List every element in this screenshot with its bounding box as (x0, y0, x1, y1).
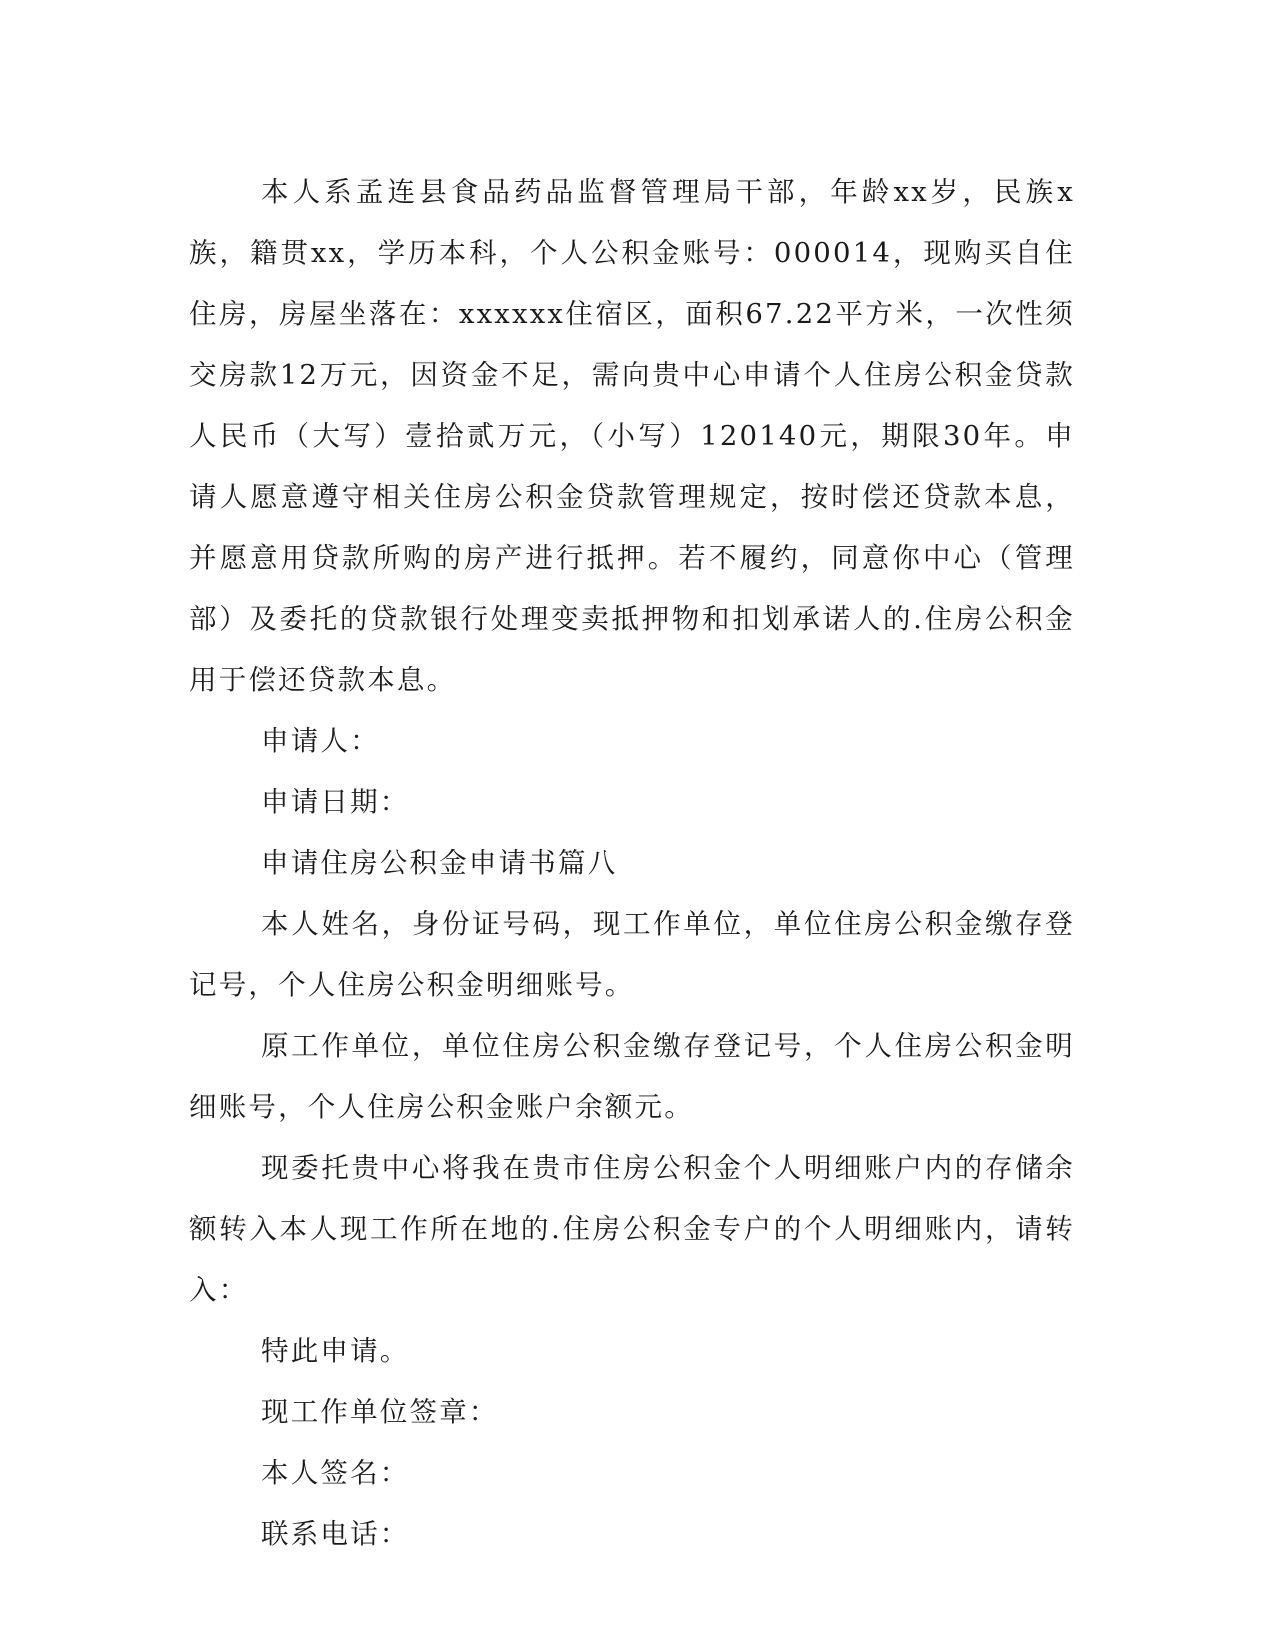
closing-statement: 特此申请。 (261, 1335, 410, 1367)
document-body (189, 162, 1075, 1565)
phone-label: 联系电话： (261, 1518, 410, 1550)
unit-seal-label: 现工作单位签章： (261, 1396, 499, 1428)
apply-date-label: 申请日期： (261, 786, 410, 818)
section-title: 申请住房公积金申请书篇八 (261, 847, 618, 879)
signature-label: 本人签名： (261, 1457, 410, 1489)
previous-employer-paragraph: 原工作单位，单位住房公积金缴存登记号，个人住房公积金明细账号，个人住房公积金账户余额元。 (189, 1030, 1075, 1123)
personal-info-paragraph: 本人姓名，身份证号码，现工作单位，单位住房公积金缴存登记号，个人住房公积金明细账号。 (189, 908, 1075, 1001)
transfer-request-paragraph: 现委托贵中心将我在贵市住房公积金个人明细账户内的存储余额转入本人现工作所在地的.住房公积金专户的个人明细账内，请转入： (189, 1152, 1075, 1306)
loan-application-paragraph: 本人系孟连县食品药品监督管理局干部，年龄xx岁，民族x族，籍贯xx，学历本科，个人公积金账号：000014，现购买自住住房，房屋坐落在：xxxxxx住宿区，面积67.22平方米，一次性须交房款12万元，因资金不足，需向贵中心申请个人住房公积金贷款人民币（大写）壹拾贰万元，（小写）120140元，期限30年。申请人愿意遵守相关住房公积金贷款管理规定，按时偿还贷款本息，并愿意用贷款所购的房产进行抵押。若不履约，同意你中心（管理部）及委托的贷款银行处理变卖抵押物和扣划承诺人的.住房公积金用于偿还贷款本息。 (189, 176, 1075, 696)
applicant-label: 申请人： (261, 725, 380, 757)
